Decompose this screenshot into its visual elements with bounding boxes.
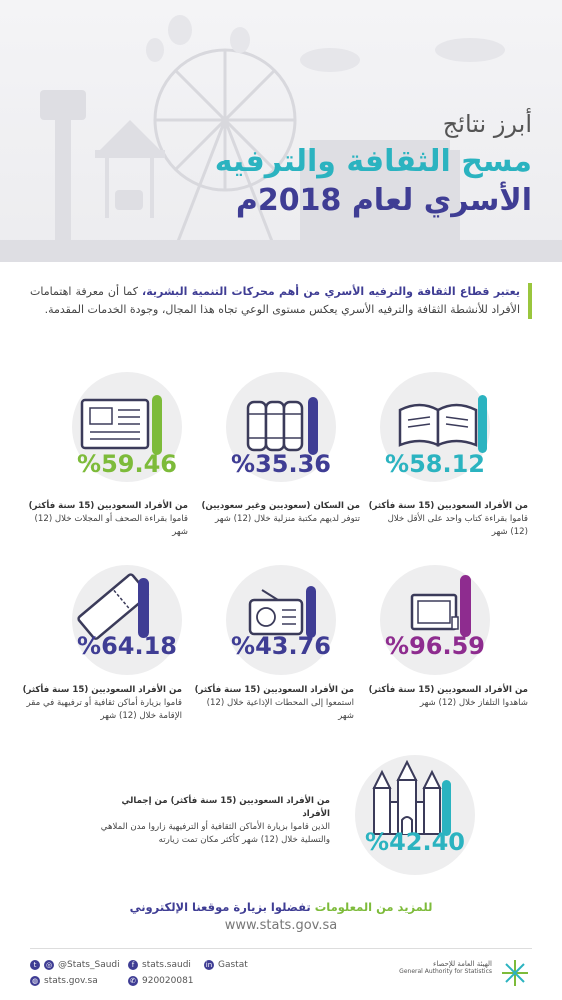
stat-desc-tv: من الأفراد السعوديين (15 سنة فأكثر) شاهدوا التلفاز خلال (12) شهر xyxy=(368,685,528,708)
gastat-logo xyxy=(399,960,532,975)
web-link[interactable]: ◍ stats.gov.sa xyxy=(31,976,98,986)
more-info-rest: تفضلوا بزيارة موقعنا الإلكتروني xyxy=(129,900,315,914)
title-line1: أبرز نتائج xyxy=(442,110,532,138)
stat-value-visits: %64.18 xyxy=(77,632,177,660)
intro-bold: يعتبر قطاع الثقافة والترفيه الأسري من أهم محركات التنمية البشرية، xyxy=(142,285,520,298)
book-icon xyxy=(390,395,490,455)
org-name-en: General Authority for Statistics xyxy=(399,968,492,975)
stat-desc-amusement: من الأفراد السعوديين (15 سنة فأكثر) من إجمالي الأفراد الذين قاموا بزيارة الأماكن الثقافية أو الترفيهية زاروا مدن الملاهي والتسلية خلال (12) شهر كأكثر مكان تمت زيارته xyxy=(100,796,330,845)
intro-rest: كما أن معرفة اهتمامات الأفراد للأنشطة الثقافة والترفيه الأسري يعكس مستوى الوعي تجاه هذا المجال، وجودة الخدمات المقدمة. xyxy=(30,285,520,316)
stat-value-newspaper: %59.46 xyxy=(77,450,177,478)
twitter-icon: t xyxy=(30,960,40,970)
gastat-emblem-icon xyxy=(498,956,532,990)
facebook-icon: f xyxy=(128,960,138,970)
phone-icon: ✆ xyxy=(128,976,138,986)
stat-desc-library: من السكان (سعوديين وغير سعوديين) تتوفر لديهم مكتبة منزلية خلال (12) شهر xyxy=(201,501,360,524)
stat-value-reading: %58.12 xyxy=(385,450,485,478)
stat-value-amusement: %42.40 xyxy=(365,828,465,856)
linkedin-link[interactable]: in Gastat xyxy=(205,960,248,970)
stat-desc-reading: من الأفراد السعوديين (15 سنة فأكثر) قاموا بقراءة كتاب واحد على الأقل خلال (12) شهر xyxy=(368,501,528,537)
stat-value-radio: %43.76 xyxy=(231,632,331,660)
stat-desc-radio: من الأفراد السعوديين (15 سنة فأكثر) استمعوا إلى المحطات الإذاعية خلال (12) شهر xyxy=(194,685,354,721)
more-info-highlight: للمزيد من المعلومات xyxy=(314,900,433,914)
bookshelf-icon xyxy=(240,392,325,457)
more-info-text xyxy=(0,900,562,914)
website-link[interactable]: www.stats.gov.sa xyxy=(224,918,338,933)
footer-divider xyxy=(30,948,532,949)
linkedin-icon: in xyxy=(205,961,213,969)
phone-number: ✆ 920020081 xyxy=(128,976,194,986)
stat-desc-visits: من الأفراد السعوديين (15 سنة فأكثر) قاموا بزيارة أماكن ثقافية أو ترفيهية في مقر الإقامة خلال (12) شهر xyxy=(22,685,182,721)
globe-icon: ◍ xyxy=(31,977,39,985)
stat-value-library: %35.36 xyxy=(231,450,331,478)
title-line3: الأسري لعام 2018م xyxy=(235,183,532,218)
stat-desc-newspaper: من الأفراد السعوديين (15 سنة فأكثر) قاموا بقراءة الصحف أو المجلات خلال (12) شهر xyxy=(28,501,188,537)
instagram-icon: ◎ xyxy=(45,961,53,969)
title-line2: مسح الثقافة والترفيه xyxy=(214,144,532,179)
twitter-link[interactable]: t ◎ @Stats_Saudi xyxy=(30,960,120,970)
stat-value-tv: %96.59 xyxy=(385,632,485,660)
intro-paragraph xyxy=(30,283,532,319)
header-banner xyxy=(0,0,562,262)
org-name-ar: الهيئة العامة للإحصاء xyxy=(433,960,492,968)
newspaper-icon xyxy=(78,390,173,455)
facebook-link[interactable]: f stats.saudi xyxy=(128,960,191,970)
